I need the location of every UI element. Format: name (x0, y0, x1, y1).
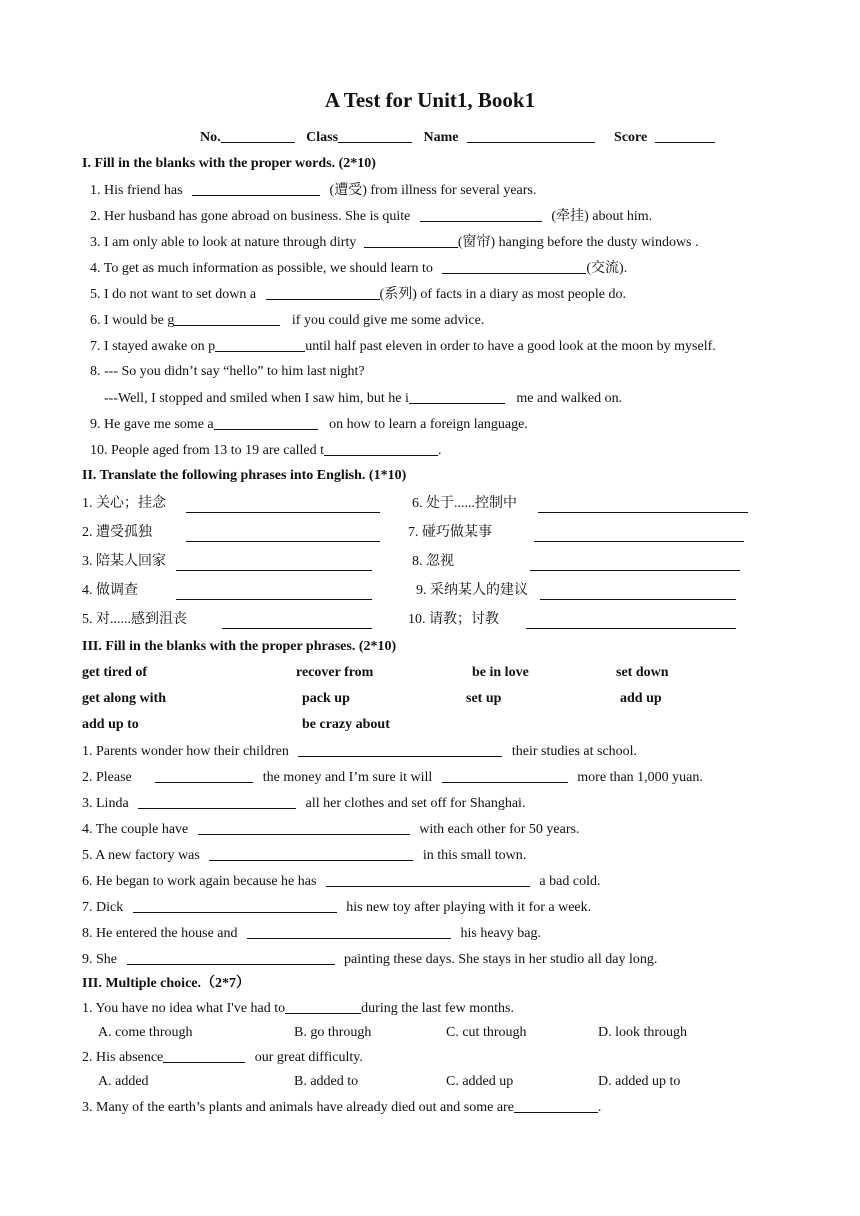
mc-q2-option-d[interactable]: D. added up to (598, 1074, 681, 1089)
mc-q2-option-c[interactable]: C. added up (446, 1074, 514, 1089)
s1-item-6-text: 6. I would be g (90, 313, 175, 328)
s1-item-10-text: 10. People aged from 13 to 19 are called t (90, 443, 325, 458)
s1-item-4-text: 4. To get as much information as possible, we should learn to (90, 261, 433, 276)
s2-left-1 (82, 495, 166, 513)
s2-left-3 (82, 553, 166, 571)
s3-item-8-tail: his heavy bag. (460, 926, 541, 941)
s1-item-8b-text: ---Well, I stopped and smiled when I saw him, but he i (104, 391, 409, 406)
class-label: Class (306, 130, 339, 145)
s1-item-9 (90, 415, 528, 434)
mc-q2-option-b[interactable]: B. added to (294, 1074, 359, 1089)
s2-right-6 (412, 495, 517, 513)
s1-item-8-text: 8. --- So you didn’t say “hello” to him last night? (90, 364, 365, 379)
s1-item-10-blank[interactable] (324, 441, 438, 456)
s3-item-8-blank[interactable] (247, 924, 451, 939)
s1-item-3-tail: (窗帘) hanging before the dusty windows . (457, 235, 699, 250)
s2-right-10 (408, 611, 499, 629)
score-label: Score (614, 130, 648, 145)
s1-item-5 (90, 285, 626, 304)
s1-item-4 (90, 259, 627, 278)
student-info-row (200, 128, 715, 146)
s1-item-3-text: 3. I am only able to look at nature through dirty (90, 235, 357, 250)
s3-item-3-text: 3. Linda (82, 796, 129, 811)
s2-right-7 (408, 524, 492, 542)
mc-q2-text: 2. His absence (82, 1050, 164, 1065)
s1-item-1-text: 1. His friend has (90, 183, 183, 198)
s3-item-5-blank[interactable] (209, 846, 413, 861)
s2-right-10-blank[interactable] (526, 614, 736, 629)
s1-item-10-tail: . (438, 443, 442, 458)
s3-item-3-tail: all her clothes and set off for Shanghai. (305, 796, 526, 811)
s3-item-4 (82, 820, 579, 839)
s2-right-7-blank[interactable] (534, 527, 744, 542)
class-blank[interactable] (338, 128, 412, 143)
s3-item-4-blank[interactable] (198, 820, 410, 835)
s1-item-4-tail: (交流). (586, 261, 628, 276)
s3-item-9-tail: painting these days. She stays in her studio all day long. (344, 952, 658, 967)
s3-item-7-tail: his new toy after playing with it for a week. (346, 900, 592, 915)
s2-right-8-text: 8. 忽视 (412, 554, 454, 569)
s3-item-9-blank[interactable] (127, 950, 335, 965)
s2-left-4-blank[interactable] (176, 585, 372, 600)
s1-item-7-blank[interactable] (215, 337, 305, 352)
s2-left-2 (82, 524, 152, 542)
s2-left-1-blank[interactable] (186, 498, 380, 513)
name-label: Name (423, 130, 459, 145)
s3-item-7-blank[interactable] (133, 898, 337, 913)
s1-item-8 (90, 363, 365, 381)
phrase-8: add up (620, 691, 662, 706)
s3-item-6-text: 6. He began to work again because he has (82, 874, 317, 889)
s1-item-1 (90, 181, 536, 200)
s1-item-1-tail: (遭受) from illness for several years. (329, 183, 537, 198)
s1-item-9-blank[interactable] (214, 415, 318, 430)
s3-item-3 (82, 794, 525, 813)
s3-item-5 (82, 846, 526, 865)
mc-q1-option-c[interactable]: C. cut through (446, 1025, 527, 1040)
s2-right-6-text: 6. 处于......控制中 (412, 496, 517, 511)
phrase-7: set up (466, 691, 502, 706)
s1-item-9-tail: on how to learn a foreign language. (329, 417, 528, 432)
s2-left-4 (82, 582, 138, 600)
s3-item-9-text: 9. She (82, 952, 117, 967)
s1-item-6-blank[interactable] (174, 311, 280, 326)
s3-item-9 (82, 950, 657, 969)
s3-item-3-blank[interactable] (138, 794, 296, 809)
mc-q1-option-d[interactable]: D. look through (598, 1025, 688, 1040)
phrase-4: set down (616, 665, 669, 680)
s1-item-7-text: 7. I stayed awake on p (90, 339, 216, 354)
s3-item-2-mid: the money and I’m sure it will (262, 770, 433, 785)
s1-item-2-text: 2. Her husband has gone abroad on business. She is quite (90, 209, 411, 224)
s1-item-5-blank[interactable] (266, 285, 380, 300)
section-4-heading: III. Multiple choice.（2*7） (82, 976, 250, 991)
s3-item-1-text: 1. Parents wonder how their children (82, 744, 289, 759)
mc-q3-text: 3. Many of the earth’s plants and animals have already died out and some are (82, 1100, 514, 1115)
s1-item-8b-tail: me and walked on. (516, 391, 623, 406)
s2-left-4-text: 4. 做调查 (82, 583, 138, 598)
s2-right-8 (412, 553, 454, 571)
s1-item-7-tail: until half past eleven in order to have a good look at the moon by myself. (305, 339, 716, 354)
phrase-1: get tired of (82, 665, 148, 680)
phrase-3: be in love (472, 665, 529, 680)
s2-left-2-text: 2. 遭受孤独 (82, 525, 152, 540)
s1-item-7 (90, 337, 716, 356)
mc-q1-blank[interactable] (285, 999, 361, 1014)
phrase-6: pack up (302, 691, 350, 706)
no-blank[interactable] (221, 128, 295, 143)
s3-item-4-text: 4. The couple have (82, 822, 189, 837)
mc-q3-tail: . (597, 1100, 602, 1115)
section-3-heading: III. Fill in the blanks with the proper phrases. (2*10) (82, 639, 397, 654)
s1-item-10 (90, 441, 442, 460)
s3-item-2-blank-1[interactable] (155, 768, 253, 783)
s1-item-2-blank[interactable] (420, 207, 542, 222)
s2-right-6-blank[interactable] (538, 498, 748, 513)
phrase-2: recover from (296, 665, 374, 680)
mc-question-2 (82, 1048, 363, 1067)
s3-item-6-tail: a bad cold. (539, 874, 601, 889)
mc-q3-blank[interactable] (514, 1098, 598, 1113)
score-blank[interactable] (655, 128, 715, 143)
mc-q2-option-a[interactable]: A. added (98, 1074, 149, 1089)
mc-q1-option-a[interactable]: A. come through (98, 1025, 193, 1040)
mc-question-3 (82, 1098, 601, 1117)
phrase-5: get along with (82, 691, 166, 706)
mc-q2-tail: our great difficulty. (254, 1050, 363, 1065)
s2-left-5 (82, 611, 187, 629)
s2-left-1-text: 1. 关心；挂念 (82, 496, 166, 511)
s3-item-2-blank-2[interactable] (442, 768, 568, 783)
mc-q1-text: 1. You have no idea what I've had to (82, 1001, 286, 1016)
s1-item-8b (104, 389, 622, 408)
s2-left-5-text: 5. 对......感到沮丧 (82, 612, 187, 627)
s3-item-1 (82, 742, 637, 761)
s1-item-9-text: 9. He gave me some a (90, 417, 214, 432)
s1-item-6 (90, 311, 484, 330)
s2-right-9-blank[interactable] (540, 585, 736, 600)
s1-item-4-blank[interactable] (442, 259, 586, 274)
s1-item-2-tail: (牵挂) about him. (551, 209, 653, 224)
s2-left-3-text: 3. 陪某人回家 (82, 554, 166, 569)
s2-left-5-blank[interactable] (222, 614, 372, 629)
s3-item-4-tail: with each other for 50 years. (419, 822, 580, 837)
s2-left-2-blank[interactable] (186, 527, 380, 542)
s2-right-9 (416, 582, 528, 600)
mc-q2-blank[interactable] (163, 1048, 245, 1063)
s1-item-6-tail: if you could give me some advice. (291, 313, 485, 328)
s2-right-7-text: 7. 碰巧做某事 (408, 525, 492, 540)
phrase-9: add up to (82, 717, 139, 732)
s1-item-8-blank[interactable] (409, 389, 505, 404)
mc-question-1 (82, 999, 514, 1018)
s3-item-6-blank[interactable] (326, 872, 530, 887)
s1-item-2 (90, 207, 652, 226)
page-title: A Test for Unit1, Book1 (324, 88, 536, 112)
s3-item-2 (82, 768, 703, 787)
section-2-heading: II. Translate the following phrases into English. (1*10) (82, 468, 407, 483)
s3-item-7-text: 7. Dick (82, 900, 124, 915)
s2-right-8-blank[interactable] (530, 556, 740, 571)
s3-item-2-tail: more than 1,000 yuan. (577, 770, 703, 785)
s3-item-1-tail: their studies at school. (511, 744, 638, 759)
s2-right-9-text: 9. 采纳某人的建议 (416, 583, 528, 598)
s3-item-5-tail: in this small town. (422, 848, 527, 863)
s3-item-6 (82, 872, 600, 891)
phrase-10: be crazy about (302, 717, 390, 732)
s3-item-1-blank[interactable] (298, 742, 502, 757)
s2-right-10-text: 10. 请教；讨教 (408, 612, 499, 627)
no-label: No. (200, 130, 221, 145)
s1-item-3-blank[interactable] (364, 233, 458, 248)
s1-item-5-tail: (系列) of facts in a diary as most people do. (379, 287, 627, 302)
name-blank[interactable] (467, 128, 595, 143)
mc-q1-tail: during the last few months. (361, 1001, 514, 1016)
s1-item-3 (90, 233, 699, 252)
s3-item-5-text: 5. A new factory was (82, 848, 200, 863)
s1-item-5-text: 5. I do not want to set down a (90, 287, 257, 302)
s2-left-3-blank[interactable] (176, 556, 372, 571)
s1-item-1-blank[interactable] (192, 181, 320, 196)
s3-item-7 (82, 898, 591, 917)
s3-item-8-text: 8. He entered the house and (82, 926, 238, 941)
mc-q1-option-b[interactable]: B. go through (294, 1025, 372, 1040)
section-1-heading: I. Fill in the blanks with the proper words. (2*10) (82, 156, 376, 171)
s3-item-2-text: 2. Please (82, 770, 132, 785)
s3-item-8 (82, 924, 541, 943)
